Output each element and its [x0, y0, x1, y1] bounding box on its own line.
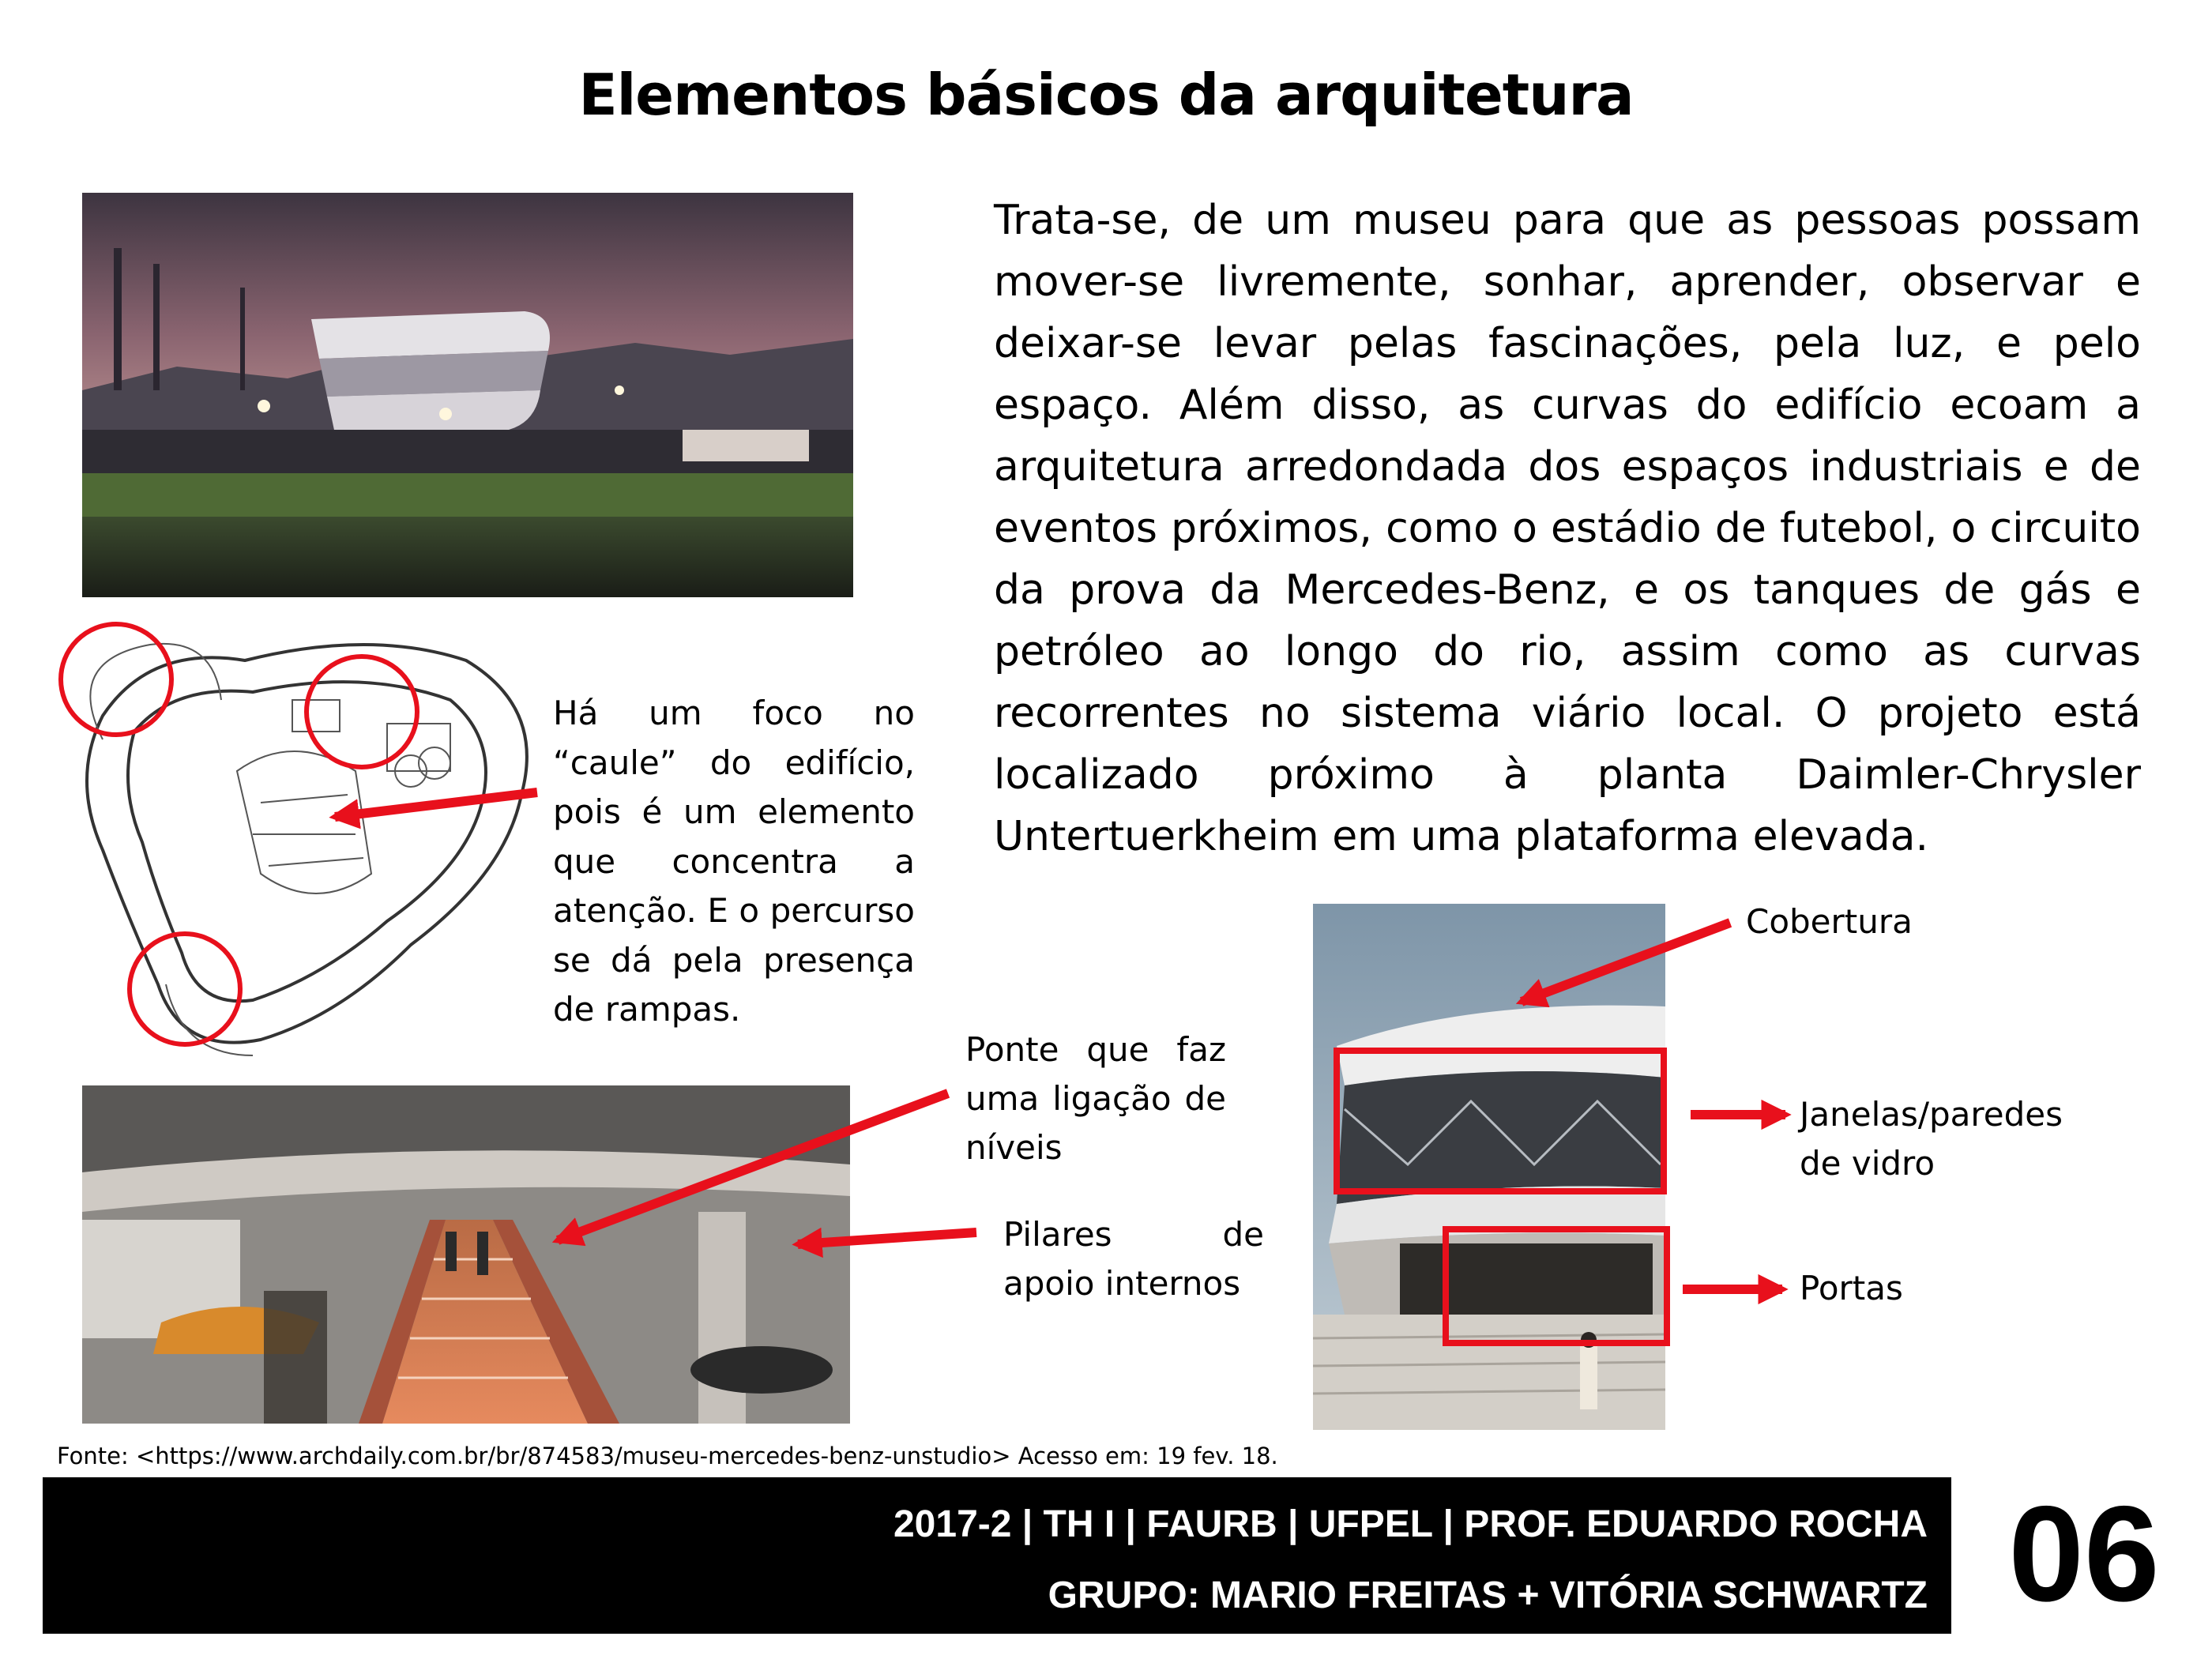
footer-group-line: GRUPO: MARIO FREITAS + VITÓRIA SCHWARTZ	[1048, 1574, 1928, 1616]
description-paragraph: Trata-se, de um museu para que as pessoas possam mover-se livremente, sonhar, aprender, observar e deixar-se levar pelas fascinações, pela luz, e pelo espaço. Além disso, as curvas do edifício ecoam a arquitetura arredondada dos espaços industriais e de eventos próximos, como o estádio de futebol, o circuito da prova da Mercedes-Benz, e os tanques de gás e petróleo ao longo do rio, assim como as curvas recorrentes no sistema viário local. O projeto está localizado próximo à planta Daimler-Chrysler Untertuerkheim em uma plataforma elevada.	[994, 197, 2141, 860]
bridge-label: Ponte que faz uma ligação de níveis	[965, 1030, 1226, 1167]
page-title: Elementos básicos da arquitetura	[578, 62, 1634, 128]
floor-plan-drawing	[55, 613, 553, 1063]
museum-exterior-photo	[82, 193, 853, 597]
roof-label: Cobertura	[1746, 902, 1913, 941]
exterior-facade-photo	[1313, 904, 1665, 1430]
source-citation: Fonte: <https://www.archdaily.com.br/br/874583/museu-mercedes-benz-unstudio> Acesso em: 19 fev. 18.	[57, 1443, 1278, 1469]
footer-course-line: 2017-2 | TH I | FAURB | UFPEL | PROF. EDUARDO ROCHA	[893, 1503, 1928, 1545]
pillars-label: Pilares de apoio internos	[1003, 1215, 1264, 1303]
interior-stairs-photo	[82, 1085, 850, 1424]
footer-bar	[43, 1477, 1951, 1634]
windows-label: Janelas/paredes de vidro	[1800, 1095, 2063, 1183]
doors-label: Portas	[1800, 1269, 1903, 1307]
plan-note: Há um foco no “caule” do edifício, pois é um elemento que concentra a atenção. E o percurso se dá pela presença de rampas.	[553, 694, 915, 1029]
page-number: 06	[2008, 1478, 2160, 1630]
